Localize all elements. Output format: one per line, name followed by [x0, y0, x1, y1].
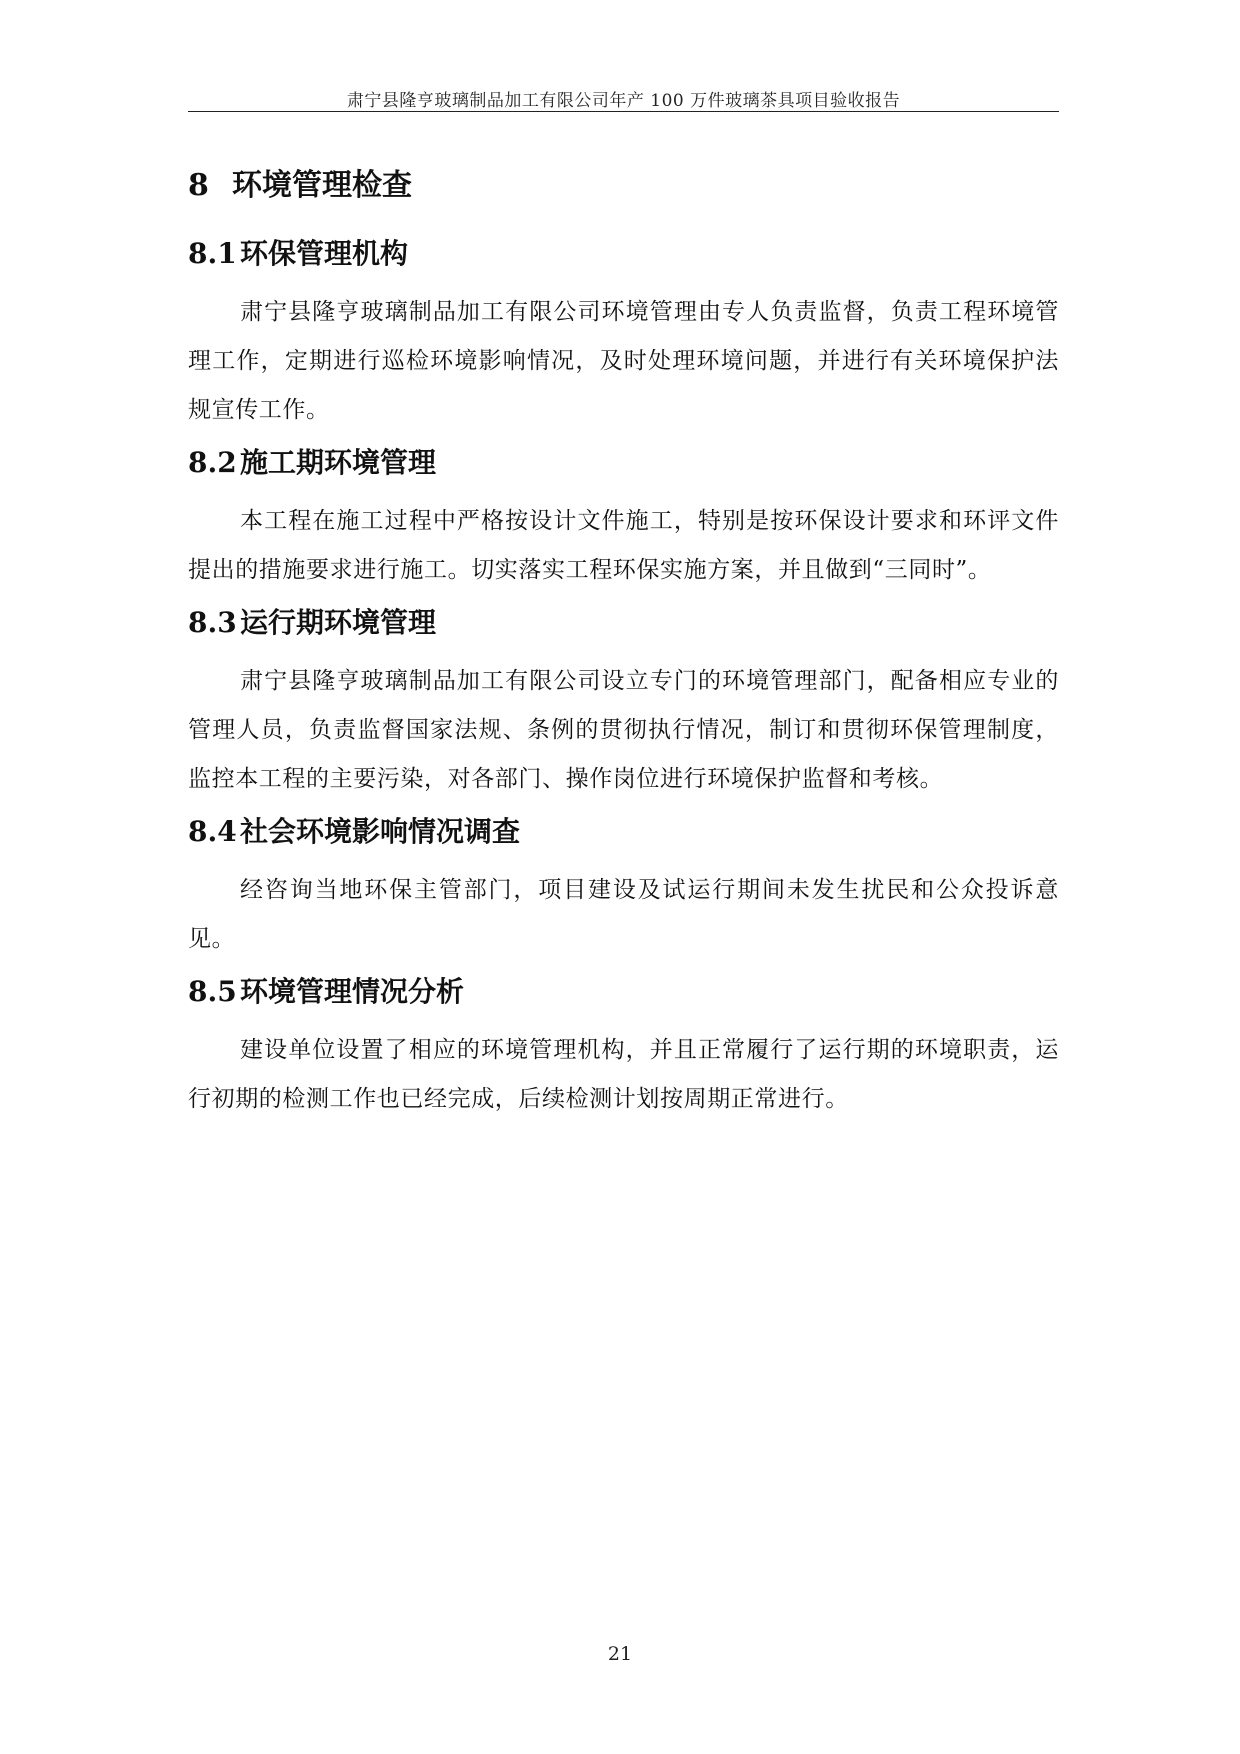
section-heading [188, 226, 1059, 282]
section-heading [188, 804, 1059, 860]
header-divider [188, 111, 1059, 112]
chapter-title: 环境管理检查 [232, 168, 412, 203]
section-heading [188, 595, 1059, 651]
section-title: 施工期环境管理 [240, 446, 437, 479]
section-8-3 [188, 595, 1059, 804]
section-8-1 [188, 226, 1059, 435]
section-number: 8.3 [188, 606, 237, 639]
section-paragraph: 建设单位设置了相应的环境管理机构，并且正常履行了运行期的环境职责，运行初期的检测工作也已经完成，后续检测计划按周期正常进行。 [188, 1037, 1059, 1112]
section-8-4 [188, 804, 1059, 964]
document-body [188, 156, 1059, 1124]
section-8-5 [188, 964, 1059, 1124]
section-title: 社会环境影响情况调查 [240, 815, 521, 848]
section-number: 8.2 [188, 446, 237, 479]
page-number: 21 [607, 1643, 633, 1665]
section-heading [188, 964, 1059, 1020]
section-title: 环保管理机构 [240, 237, 409, 270]
section-title: 环境管理情况分析 [240, 975, 465, 1008]
section-paragraph: 肃宁县隆亨玻璃制品加工有限公司设立专门的环境管理部门，配备相应专业的管理人员，负责监督国家法规、条例的贯彻执行情况，制订和贯彻环保管理制度，监控本工程的主要污染，对各部门、操作岗位进行环境保护监督和考核。 [188, 668, 1059, 792]
section-number: 8.4 [188, 815, 237, 848]
chapter-number: 8 [188, 168, 209, 203]
section-heading [188, 435, 1059, 491]
section-8-2 [188, 435, 1059, 595]
section-number: 8.1 [188, 237, 237, 270]
chapter-heading [188, 156, 1059, 216]
section-number: 8.5 [188, 975, 237, 1008]
section-paragraph: 肃宁县隆亨玻璃制品加工有限公司环境管理由专人负责监督，负责工程环境管理工作，定期进行巡检环境影响情况，及时处理环境问题，并进行有关环境保护法规宣传工作。 [188, 299, 1059, 423]
section-title: 运行期环境管理 [240, 606, 437, 639]
section-paragraph: 经咨询当地环保主管部门，项目建设及试运行期间未发生扰民和公众投诉意见。 [188, 877, 1059, 952]
running-header: 肃宁县隆亨玻璃制品加工有限公司年产 100 万件玻璃茶具项目验收报告 [346, 91, 901, 111]
section-paragraph: 本工程在施工过程中严格按设计文件施工，特别是按环保设计要求和环评文件提出的措施要求进行施工。切实落实工程环保实施方案，并且做到“三同时”。 [188, 508, 1059, 583]
